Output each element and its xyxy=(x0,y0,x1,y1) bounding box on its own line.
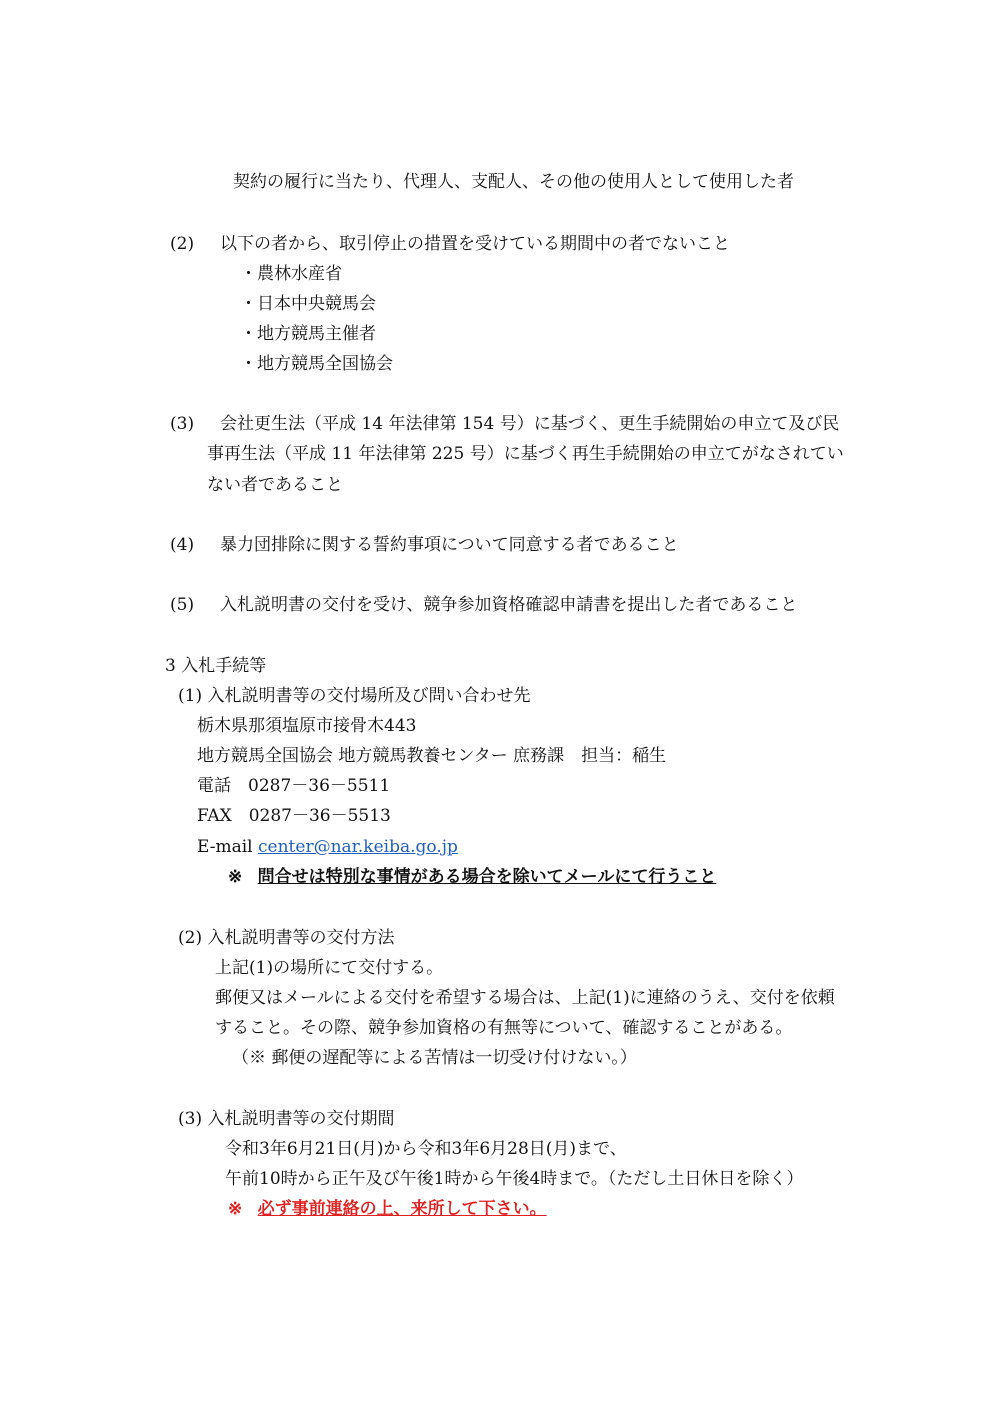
email-label: E-mail xyxy=(197,837,259,857)
item4-number: (4) xyxy=(170,535,195,555)
sub3-title: (3) 入札説明書等の交付期間 xyxy=(178,1109,395,1129)
sub3-line: 令和3年6月21日(月)から令和3年6月28日(月)まで、 xyxy=(225,1139,627,1159)
sub2-line: （※ 郵便の遅配等による苦情は一切受け付けない。） xyxy=(232,1048,637,1068)
sub3-line: 午前10時から正午及び午後1時から午後4時まで。（ただし土日休日を除く） xyxy=(225,1169,804,1189)
item2-bullet: ・地方競馬全国協会 xyxy=(240,354,393,374)
sub2-title: (2) 入札説明書等の交付方法 xyxy=(178,928,395,948)
item5-text: 入札説明書の交付を受け、競争参加資格確認申請書を提出した者であること xyxy=(220,595,798,615)
note-mark: ※ xyxy=(228,867,243,887)
sub2-line: 郵便又はメールによる交付を希望する場合は、上記(1)に連絡のうえ、交付を依頼 xyxy=(215,988,835,1008)
item3-line: ない者であること xyxy=(207,475,343,495)
sub2-line: すること。その際、競争参加資格の有無等について、確認することがある。 xyxy=(215,1018,793,1038)
note-mark: ※ xyxy=(228,1199,243,1219)
sub3-note xyxy=(228,1198,547,1220)
note-text: 問合せは特別な事情がある場合を除いてメールにて行うこと xyxy=(257,867,717,887)
item2-bullet: ・地方競馬主催者 xyxy=(240,324,376,344)
sub1-org: 地方競馬全国協会 地方競馬教養センター 庶務課 担当：稲生 xyxy=(197,746,667,766)
item2-text: 以下の者から、取引停止の措置を受けている期間中の者でないこと xyxy=(220,234,730,254)
item3-line: 事再生法（平成 11 年法律第 225 号）に基づく再生手続開始の申立てがなされてい xyxy=(207,444,844,464)
item2-number: (2) xyxy=(170,234,195,254)
item3-number: (3) xyxy=(170,414,195,434)
item2-bullet: ・農林水産省 xyxy=(240,264,342,284)
intro-line: 契約の履行に当たり、代理人、支配人、その他の使用人として使用した者 xyxy=(233,172,794,192)
item2-bullet: ・日本中央競馬会 xyxy=(240,294,376,314)
sub1-tel: 電話 0287－36－5511 xyxy=(197,776,391,796)
item3-line: 会社更生法（平成 14 年法律第 154 号）に基づく、更生手続開始の申立て及び民 xyxy=(220,414,840,434)
sub1-address: 栃木県那須塩原市接骨木443 xyxy=(197,716,417,736)
sub1-title: (1) 入札説明書等の交付場所及び問い合わせ先 xyxy=(178,686,531,706)
sub2-line: 上記(1)の場所にて交付する。 xyxy=(215,958,444,978)
item4-text: 暴力団排除に関する誓約事項について同意する者であること xyxy=(220,535,679,555)
sub1-email-row xyxy=(197,836,458,858)
section3-heading: 3 入札手続等 xyxy=(165,656,267,676)
email-link[interactable]: center@nar.keiba.go.jp xyxy=(258,837,458,857)
sub1-fax: FAX 0287－36－5513 xyxy=(197,806,391,826)
sub1-note xyxy=(228,866,716,888)
note-text: 必ず事前連絡の上、来所して下さい。 xyxy=(257,1199,547,1219)
item5-number: (5) xyxy=(170,595,195,615)
